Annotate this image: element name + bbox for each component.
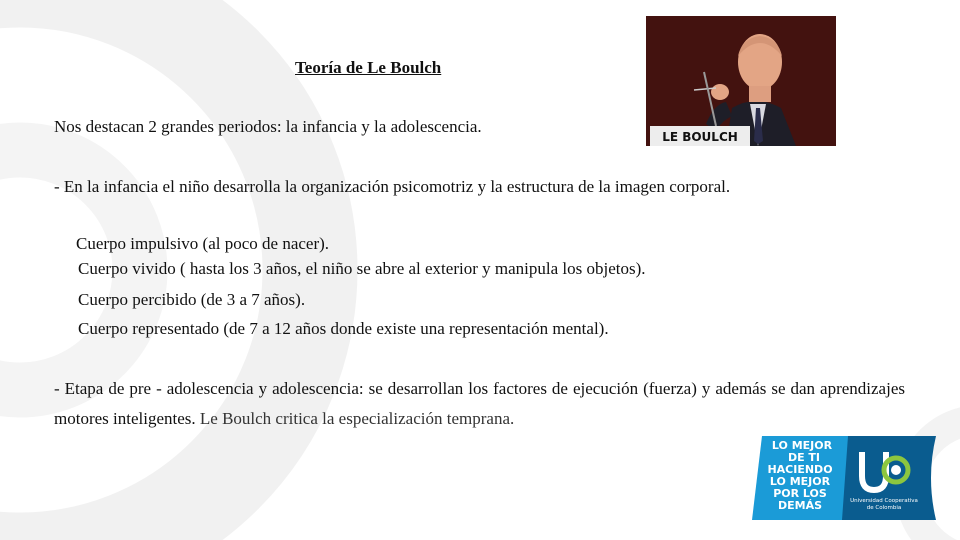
slogan-line: LO MEJOR <box>771 439 833 452</box>
adolescence-text: - Etapa de pre - adolescencia y adolescencia: se desarrollan los factores de ejecución (fuerza) y además se dan aprendizajes motores inteligentes. <box>54 379 905 428</box>
university-name: Universidad Cooperativa <box>850 498 918 504</box>
slogan-line: HACIENDO <box>767 463 833 476</box>
intro-text: Nos destacan 2 grandes periodos: la infancia y la adolescencia. <box>54 117 482 136</box>
slogan-line: DE TI <box>787 451 821 464</box>
nameplate-text: LE BOULCH <box>662 130 738 144</box>
critique-text: Le Boulch critica la especialización temprana. <box>199 409 515 428</box>
infancy-paragraph: - En la infancia el niño desarrolla la organización psicomotriz y la estructura de la imagen corporal. <box>54 177 731 196</box>
slogan-line: LO MEJOR <box>769 475 831 488</box>
slogan-line: DEMÁS <box>777 499 823 512</box>
stage-item: Cuerpo percibido (de 3 a 7 años). <box>78 290 306 309</box>
university-name: de Colombia <box>866 505 902 511</box>
ucc-logo <box>750 436 960 520</box>
adolescence-paragraph <box>54 374 905 434</box>
stage-item: Cuerpo vivido ( hasta los 3 años, el niño se abre al exterior y manipula los objetos). <box>78 259 646 278</box>
le-boulch-photo <box>646 16 836 146</box>
slide-title: Teoría de Le Boulch <box>295 58 442 77</box>
stage-item: Cuerpo impulsivo (al poco de nacer). <box>76 234 330 253</box>
stage-item: Cuerpo representado (de 7 a 12 años donde existe una representación mental). <box>78 319 609 338</box>
slogan-line: POR LOS <box>773 487 827 500</box>
